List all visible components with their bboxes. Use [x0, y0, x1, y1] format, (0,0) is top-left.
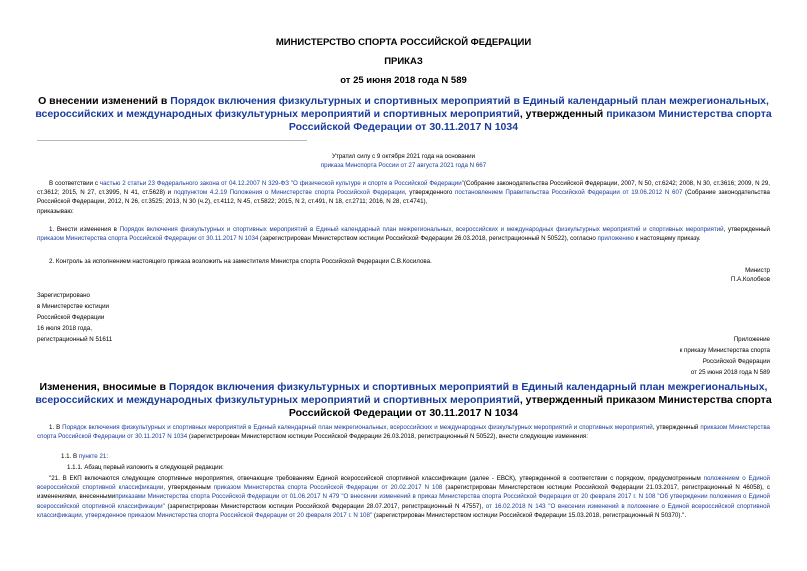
separator-line [37, 140, 307, 141]
registration-line-2: в Министерстве юстиции [37, 303, 110, 310]
changes-item-1-text-1: 1. В [49, 424, 63, 431]
registration-line-4: 16 июля 2018 года, [37, 325, 92, 332]
title-link-procedure[interactable]: Порядок включения физкультурных и спортивных мероприятий в Единый календарный план межрегиональных, всероссийских и международных физкультурных мероприятий и спортивных мероприятий [35, 95, 769, 120]
changes-item-1-1-1: 1.1.1. Абзац первый изложить в следующей редакции: [67, 464, 224, 471]
changes-item-1-1-text-1: 1.1. В [61, 453, 79, 460]
preamble-link-law[interactable]: частью 2 статьи 23 Федерального закона от 04.12.2007 N 329-ФЗ "О физической культуре и спорте в Российской Федерации" [99, 180, 464, 187]
preamble-text-2: (Собрание законодательства Российской Федерации, 2007, N 50, ст.6242; 2008, N 30, ст.3616; 2009, N 29, ст.3612; 2015, N 27, ст.3995, N 41, ст.5628) и [37, 180, 770, 197]
registration-block [37, 290, 237, 345]
quote-text-1: "21. В ЕКП включаются следующие спортивные мероприятия, отвечающие требованиям Единой всероссийской спортивной классификации (далее - ЕВСК), утвержденной в соответствии с порядком, предусмотренным [49, 475, 704, 482]
doc-type-heading: ПРИКАЗ [384, 56, 423, 67]
preamble-text-3: , утвержденного [404, 189, 456, 197]
title-link-order[interactable]: приказом Министерства спорта Российской Федерации от 30.11.2017 N 1034 [288, 108, 772, 133]
document-title [30, 95, 777, 134]
appendix-line-1: Приложение [733, 336, 770, 343]
item-1-paragraph [37, 225, 770, 243]
registration-line-5: регистрационный N 51611 [37, 336, 113, 343]
registration-line-1: Зарегистрировано [37, 292, 90, 299]
changes-title-text-1: Изменения, вносимые в [39, 381, 169, 393]
changes-item-1-text-3: (зарегистрирован Министерством юстиции Российской Федерации 26.03.2018, регистрационный N 50522), внести следующие изменения: [187, 433, 588, 441]
changes-item-1-1-link[interactable]: пункте 21 [78, 453, 107, 460]
ministry-heading: МИНИСТЕРСТВО СПОРТА РОССИЙСКОЙ ФЕДЕРАЦИИ [275, 37, 532, 48]
quote-link-order-479[interactable]: приказами Министерства спорта Российской Федерации от 01.06.2017 N 479 "О внесении изменений в приказ Министерства спорта Российской Федерации от 20 февраля 2017 г. N 108 "Об утверждении положения о Единой всероссийской спортивной классификации" [37, 493, 771, 510]
changes-item-1-1-text-2: : [106, 453, 109, 460]
item-1-link-appendix[interactable]: приложению [597, 235, 634, 243]
changes-item-1-link-procedure[interactable]: Порядок включения физкультурных и спортивных мероприятий в Единый календарный план межрегиональных, всероссийских и международных физкультурных мероприятий и спортивных мероприятий [62, 424, 653, 431]
item-1-text-2: , утвержденный [723, 226, 770, 233]
item-2-paragraph: 2. Контроль за исполнением настоящего приказа возложить на заместителя Министра спорта Российской Федерации С.В.Косилова. [49, 258, 432, 265]
changes-item-1-1 [37, 452, 770, 461]
quote-text-2: , утвержденным [163, 484, 214, 492]
item-1-text-1: 1. Внести изменения в [49, 226, 120, 233]
quote-text-3: (зарегистрирован Министерством юстиции Российской Федерации 21.03.2017, регистрационный N 46058), с изменениями, внесенными [37, 484, 770, 501]
preamble-order-word: приказываю: [37, 207, 74, 215]
signature-block [600, 266, 770, 284]
changes-item-1-link-order[interactable]: приказом Министерства спорта Российской Федерации от 30.11.2017 N 1034 [37, 424, 770, 441]
lapsed-link[interactable]: приказа Минспорта России от 27 августа 2021 года N 667 [320, 162, 487, 169]
lapsed-note [0, 152, 807, 170]
lapsed-line-1: Утратил силу с 9 октября 2021 года на основании [331, 153, 476, 160]
changes-title-link[interactable]: Порядок включения физкультурных и спортивных мероприятий в Единый календарный план межрегиональных, всероссийских и международных физкультурных мероприятий и спортивных мероприятий [35, 381, 768, 406]
quote-link-regulation[interactable]: положением о Единой всероссийской спортивной классификации [37, 475, 770, 492]
changes-title [30, 381, 777, 420]
quote-text-5: (зарегистрирован Министерством юстиции Российской Федерации 15.03.2018, регистрационный N 50370).". [372, 511, 687, 519]
preamble-link-subitem[interactable]: подпунктом 4.2.19 Положения о Министерстве спорта Российской Федерации [173, 189, 405, 197]
item-1-link-procedure[interactable]: Порядок включения физкультурных и спортивных мероприятий в Единый календарный план межрегиональных, всероссийских и международных физкультурных мероприятий и спортивных мероприятий [119, 226, 724, 233]
preamble-paragraph [37, 179, 770, 216]
appendix-block [570, 334, 770, 378]
appendix-line-3: Российской Федерации [702, 358, 770, 365]
changes-item-1 [37, 423, 770, 441]
appendix-line-4: от 25 июня 2018 года N 589 [690, 369, 770, 376]
preamble-text-4: (Собрание законодательства Российской Федерации, 2012, N 26, ст.3525; 2013, N 30 (ч.2), ст.4112, N 45, ст.5822; 2015, N 2, ст.491, N 18, ст.2711; 2016, N 28, ст.4741), [37, 189, 770, 206]
preamble-link-resolution[interactable]: постановлением Правительства Российской Федерации от 19.06.2012 N 607 [455, 189, 683, 197]
item-1-text-3: (зарегистрирован Министерством юстиции Российской Федерации 26.03.2018, регистрационный N 50522), согласно [258, 235, 598, 243]
item-1-text-4: к настоящему приказу. [633, 235, 701, 243]
changes-item-1-text-2: , утвержденный [652, 424, 701, 431]
quote-link-order-108[interactable]: приказом Министерства спорта Российской Федерации от 20.02.2017 N 108 [213, 484, 443, 492]
quoted-paragraph-21 [37, 474, 770, 520]
title-text-2: , утвержденный [519, 108, 607, 120]
quote-link-order-143[interactable]: от 16.02.2018 N 143 "О внесении изменений в положение о Единой всероссийской спортивной классификации, утвержденное приказом Министерства спорта Российской Федерации от 20 февраля 2017 г. N 108" [37, 502, 770, 519]
item-1-link-order[interactable]: приказом Министерства спорта Российской Федерации от 30.11.2017 N 1034 [37, 235, 259, 243]
signature-name: П.А.Колобков [730, 276, 770, 283]
registration-line-3: Российской Федерации [37, 314, 105, 321]
quote-text-4: (зарегистрирован Министерством юстиции Российской Федерации 28.07.2017, регистрационный N 47557), [164, 502, 486, 510]
doc-date-number: от 25 июня 2018 года N 589 [340, 75, 467, 86]
signature-position: Министр [745, 267, 770, 274]
preamble-text-1: В соответствии с [49, 180, 100, 187]
changes-title-text-2: , утвержденный приказом Министерства спорта Российской Федерации от 30.11.2017 N 1034 [288, 394, 772, 419]
appendix-line-2: к приказу Министерства спорта [679, 347, 770, 354]
title-text-1: О внесении изменений в [38, 95, 171, 107]
